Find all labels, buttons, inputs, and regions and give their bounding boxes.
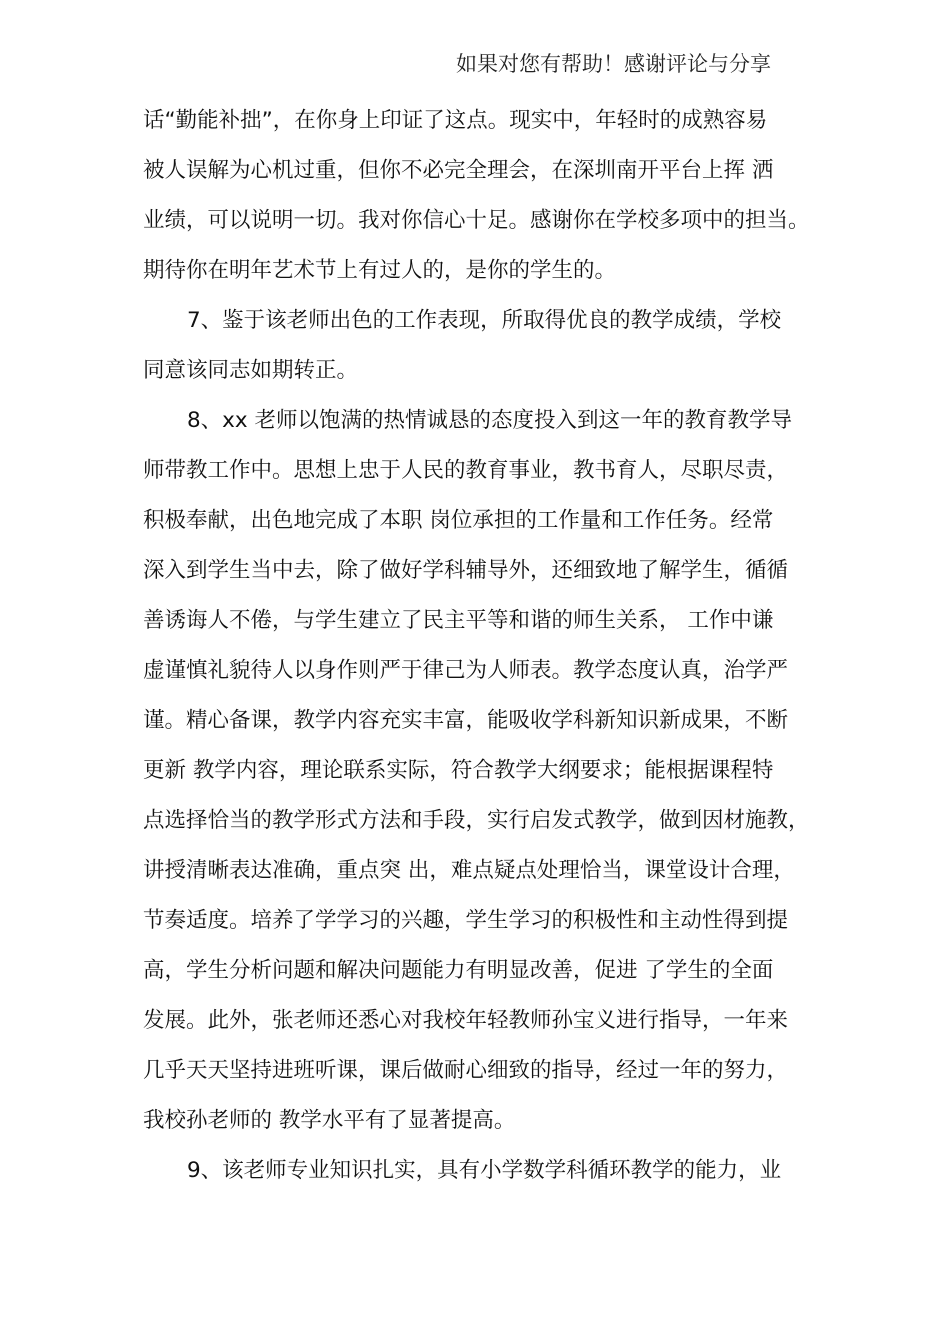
text-line: 业绩，可以说明一切。我对你信心十足。感谢你在学校多项中的担当。	[143, 208, 810, 233]
text-line: 谨。精心备课，教学内容充实丰富，能吸收学科新知识新成果，不断	[143, 708, 789, 733]
text-line: 几乎天天坚持进班听课，课后做耐心细致的指导，经过一年的努力，	[143, 1058, 789, 1083]
text-line: 话“勤能补拙”，在你身上印证了这点。现实中，年轻时的成熟容易	[143, 108, 768, 133]
text-line: 点选择恰当的教学形式方法和手段，实行启发式教学，做到因材施教，	[143, 808, 810, 833]
text-line: 讲授清晰表达准确，重点突 出，难点疑点处理恰当，课堂设计合理，	[143, 858, 795, 883]
text-line: 善诱诲人不倦，与学生建立了民主平等和谐的师生关系， 工作中谦	[143, 608, 774, 633]
text-line: 节奏适度。培养了学学习的兴趣，学生学习的积极性和主动性得到提	[143, 908, 789, 933]
text-line: 更新 教学内容，理论联系实际，符合教学大纲要求；能根据课程特	[143, 758, 774, 783]
header-note: 如果对您有帮助！感谢评论与分享	[456, 52, 771, 76]
text-line: 同意该同志如期转正。	[143, 358, 359, 383]
text-line: 我校孙老师的 教学水平有了显著提高。	[143, 1108, 516, 1133]
text-line: 深入到学生当中去，除了做好学科辅导外，还细致地了解学生，循循	[143, 558, 789, 583]
text-line: 被人误解为心机过重，但你不必完全理会，在深圳南开平台上挥 洒	[143, 158, 774, 183]
paragraph-7-start: 7、鉴于该老师出色的工作表现，所取得优良的教学成绩，学校	[187, 308, 782, 333]
text-line: 虚谨慎礼貌待人以身作则严于律己为人师表。教学态度认真，治学严	[143, 658, 789, 683]
paragraph-9-start: 9、该老师专业知识扎实，具有小学数学科循环教学的能力，业	[187, 1158, 782, 1183]
text-line: 发展。此外，张老师还悉心对我校年轻教师孙宝义进行指导，一年来	[143, 1008, 789, 1033]
text-line: 师带教工作中。思想上忠于人民的教育事业，教书育人，尽职尽责，	[143, 458, 789, 483]
text-line: 积极奉献，出色地完成了本职 岗位承担的工作量和工作任务。经常	[143, 508, 774, 533]
text-line: 高，学生分析问题和解决问题能力有明显改善，促进 了学生的全面	[143, 958, 774, 983]
document-body	[143, 96, 823, 1196]
text-line: 期待你在明年艺术节上有过人的，是你的学生的。	[143, 258, 617, 283]
paragraph-8-start: 8、xx 老师以饱满的热情诚恳的态度投入到这一年的教育教学导	[187, 408, 792, 433]
